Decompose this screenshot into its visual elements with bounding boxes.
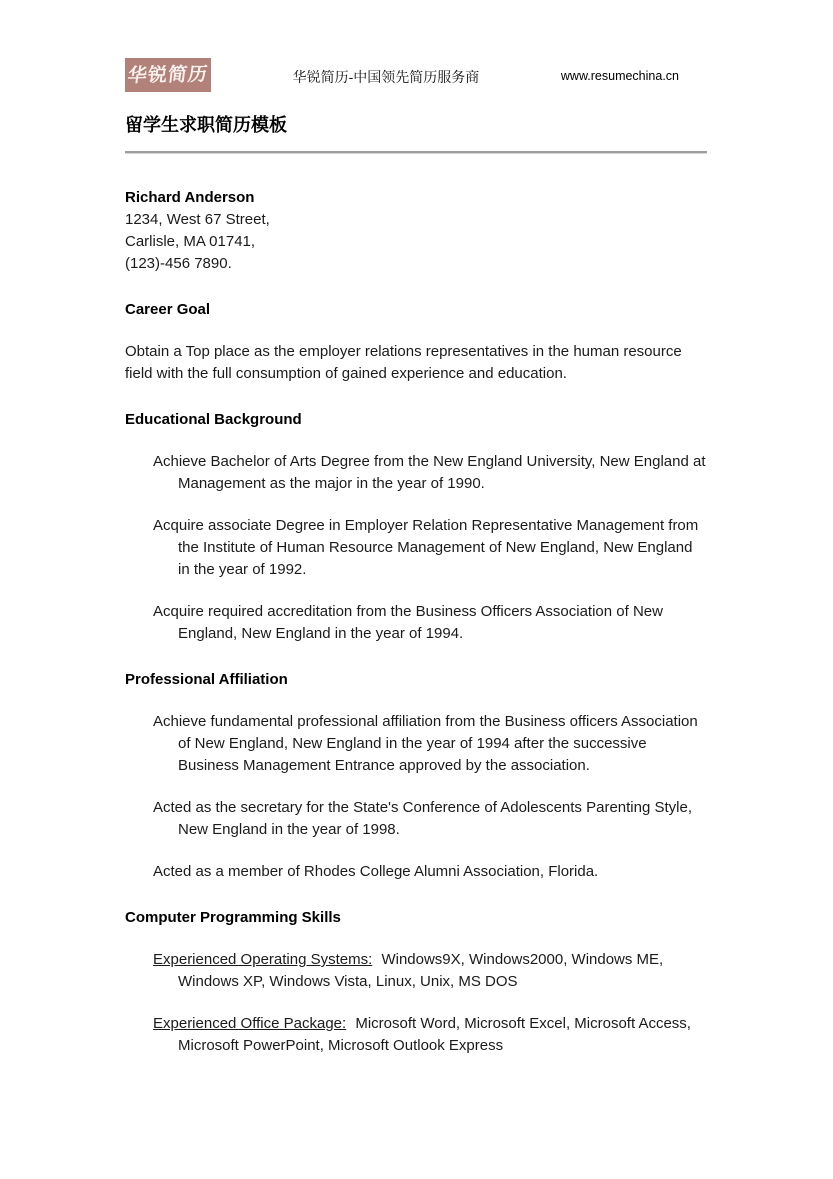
website-link[interactable]: www.resumechina.cn <box>560 69 679 83</box>
skills-item-value: Microsoft Word, Microsoft Excel, Microsoft Access, Microsoft PowerPoint, Microsoft Outlook Express <box>178 1015 691 1054</box>
title-divider <box>125 151 707 153</box>
section-heading-career-goal: Career Goal <box>125 301 211 318</box>
skills-item-label: Experienced Operating Systems: <box>153 951 373 968</box>
person-name: Richard Anderson <box>125 189 255 206</box>
career-goal-text: Obtain a Top place as the employer relations representatives in the human resource field with the full consumption of gained experience and education. <box>125 343 682 382</box>
education-item: Acquire associate Degree in Employer Relation Representative Management from the Institute of Human Resource Management of New England, New England in the year of 1992. <box>153 517 699 578</box>
section-heading-affiliation: Professional Affiliation <box>125 671 288 688</box>
address-line: 1234, West 67 Street, <box>125 211 270 228</box>
affiliation-item: Acted as the secretary for the State's Conference of Adolescents Parenting Style, New England in the year of 1998. <box>153 799 692 838</box>
section-heading-skills: Computer Programming Skills <box>125 909 341 926</box>
header-tagline: 华锐简历-中国领先简历服务商 <box>292 70 480 86</box>
phone-line: (123)-456 7890. <box>125 255 232 272</box>
contact-block <box>125 187 707 275</box>
document-title: 留学生求职简历模板 <box>125 115 287 135</box>
brand-logo <box>125 58 211 92</box>
affiliation-item: Acted as a member of Rhodes College Alumni Association, Florida. <box>153 863 599 880</box>
education-item: Achieve Bachelor of Arts Degree from the New England University, New England at Management as the major in the year of 1990. <box>153 453 706 492</box>
skills-item-label: Experienced Office Package: <box>153 1015 347 1032</box>
address-line: Carlisle, MA 01741, <box>125 233 256 250</box>
affiliation-item: Achieve fundamental professional affiliation from the Business officers Association of New England, New England in the year of 1994 after the successive Business Management Entrance approved by the association. <box>153 713 698 774</box>
brand-logo-text: 华锐简历 <box>126 63 210 87</box>
page-header <box>125 58 707 92</box>
skills-item <box>153 1013 707 1057</box>
section-heading-education: Educational Background <box>125 411 302 428</box>
skills-item <box>153 949 707 993</box>
education-item: Acquire required accreditation from the Business Officers Association of New England, New England in the year of 1994. <box>153 603 663 642</box>
skills-item-value: Windows9X, Windows2000, Windows ME, Windows XP, Windows Vista, Linux, Unix, MS DOS <box>178 951 664 990</box>
